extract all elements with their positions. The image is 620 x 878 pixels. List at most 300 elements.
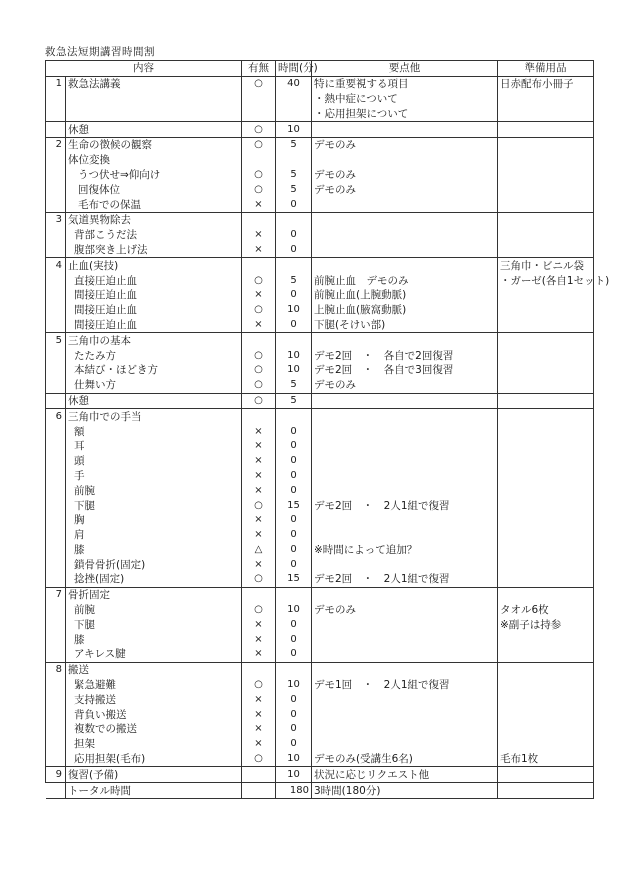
table-row — [46, 439, 594, 454]
total-notes: 3時間(180分) — [312, 783, 498, 799]
row-content: 気道異物除去 — [66, 212, 242, 227]
table-row — [46, 662, 594, 677]
row-availability: × — [242, 528, 276, 543]
row-number: 7 — [46, 587, 66, 602]
row-content: 鎖骨骨折(固定) — [66, 557, 242, 572]
table-row — [46, 707, 594, 722]
row-notes: 下腿(そけい部) — [312, 318, 498, 333]
row-minutes — [276, 106, 312, 121]
row-notes — [312, 454, 498, 469]
header-notes: 要点他 — [312, 61, 498, 77]
schedule-table — [45, 60, 610, 799]
row-availability: ○ — [242, 378, 276, 393]
table-row — [46, 122, 594, 138]
row-minutes: 0 — [276, 228, 312, 243]
row-content: 下腿 — [66, 498, 242, 513]
row-content: 緊急避難 — [66, 678, 242, 693]
row-supplies — [498, 528, 594, 543]
row-supplies — [498, 378, 594, 393]
row-availability — [242, 153, 276, 168]
row-availability: × — [242, 707, 276, 722]
row-availability: ○ — [242, 572, 276, 587]
row-supplies — [498, 767, 594, 783]
row-availability: × — [242, 722, 276, 737]
row-notes — [312, 632, 498, 647]
row-supplies — [498, 153, 594, 168]
row-content: 胸 — [66, 513, 242, 528]
row-notes — [312, 439, 498, 454]
row-notes — [312, 513, 498, 528]
row-minutes: 0 — [276, 197, 312, 212]
table-row — [46, 632, 594, 647]
row-availability — [242, 258, 276, 273]
row-supplies — [498, 228, 594, 243]
table-row — [46, 258, 594, 273]
row-supplies — [498, 513, 594, 528]
row-content: 三角巾の基本 — [66, 333, 242, 348]
table-row — [46, 557, 594, 572]
table-row — [46, 333, 594, 348]
table-row — [46, 92, 594, 107]
row-notes — [312, 212, 498, 227]
row-availability — [242, 409, 276, 424]
row-availability: × — [242, 557, 276, 572]
row-minutes — [276, 409, 312, 424]
row-supplies: 毛布1枚 — [498, 752, 594, 767]
row-notes — [312, 393, 498, 409]
document-title: 救急法短期講習時間割 — [45, 46, 155, 58]
row-number — [46, 572, 66, 587]
row-minutes: 5 — [276, 182, 312, 197]
row-notes: デモのみ — [312, 137, 498, 152]
row-supplies: ・ガーゼ(各自1セット) — [498, 273, 594, 288]
row-minutes — [276, 333, 312, 348]
row-content: 復習(予備) — [66, 767, 242, 783]
row-minutes: 0 — [276, 288, 312, 303]
row-number — [46, 603, 66, 618]
table-row — [46, 767, 594, 783]
header-minutes: 時間(分) — [276, 61, 312, 77]
table-row — [46, 572, 594, 587]
row-number — [46, 528, 66, 543]
row-notes — [312, 258, 498, 273]
row-supplies — [498, 678, 594, 693]
row-content: 間接圧迫止血 — [66, 288, 242, 303]
row-supplies — [498, 137, 594, 152]
row-number — [46, 318, 66, 333]
table-row — [46, 363, 594, 378]
row-notes — [312, 528, 498, 543]
row-number — [46, 632, 66, 647]
row-availability: × — [242, 513, 276, 528]
row-number — [46, 439, 66, 454]
row-minutes: 0 — [276, 439, 312, 454]
row-supplies — [498, 318, 594, 333]
row-supplies — [498, 348, 594, 363]
row-number: 2 — [46, 137, 66, 152]
row-content: アキレス腱 — [66, 647, 242, 662]
row-content: 搬送 — [66, 662, 242, 677]
row-supplies — [498, 647, 594, 662]
row-content: 手 — [66, 469, 242, 484]
total-minutes: 180 — [276, 783, 312, 799]
row-notes — [312, 122, 498, 138]
row-content: うつ伏せ⇒仰向け — [66, 168, 242, 183]
row-supplies — [498, 333, 594, 348]
row-number — [46, 378, 66, 393]
row-minutes: 0 — [276, 707, 312, 722]
row-number — [46, 153, 66, 168]
row-number — [46, 243, 66, 258]
row-notes — [312, 469, 498, 484]
row-supplies — [498, 288, 594, 303]
table-row — [46, 197, 594, 212]
row-availability: × — [242, 197, 276, 212]
row-availability — [242, 767, 276, 783]
total-row — [46, 783, 594, 799]
row-supplies — [498, 393, 594, 409]
row-number: 3 — [46, 212, 66, 227]
row-supplies — [498, 587, 594, 602]
row-supplies — [498, 572, 594, 587]
row-content: 額 — [66, 424, 242, 439]
row-supplies — [498, 168, 594, 183]
table-row — [46, 678, 594, 693]
table-row — [46, 153, 594, 168]
row-number: 4 — [46, 258, 66, 273]
table-row — [46, 483, 594, 498]
table-row — [46, 603, 594, 618]
header-supplies: 準備用品 — [498, 61, 594, 77]
row-supplies — [498, 737, 594, 752]
row-supplies — [498, 662, 594, 677]
row-availability — [242, 662, 276, 677]
table-row — [46, 137, 594, 152]
row-availability: × — [242, 692, 276, 707]
row-content: 直接圧迫止血 — [66, 273, 242, 288]
row-number — [46, 182, 66, 197]
row-minutes: 5 — [276, 393, 312, 409]
row-number — [46, 348, 66, 363]
row-notes: ・応用担架について — [312, 106, 498, 121]
row-availability: ○ — [242, 137, 276, 152]
row-minutes: 5 — [276, 137, 312, 152]
table-row — [46, 228, 594, 243]
row-availability: × — [242, 228, 276, 243]
row-availability: × — [242, 454, 276, 469]
row-number — [46, 617, 66, 632]
row-number — [46, 393, 66, 409]
row-content: 下腿 — [66, 617, 242, 632]
row-content: 背部こうだ法 — [66, 228, 242, 243]
row-notes — [312, 409, 498, 424]
row-availability: ○ — [242, 303, 276, 318]
row-minutes: 0 — [276, 528, 312, 543]
row-minutes: 0 — [276, 737, 312, 752]
row-notes — [312, 153, 498, 168]
row-number — [46, 288, 66, 303]
row-notes: デモのみ — [312, 182, 498, 197]
row-availability: × — [242, 737, 276, 752]
row-notes: デモ2回 ・ 各自で3回復習 — [312, 363, 498, 378]
table-row — [46, 348, 594, 363]
table-row — [46, 318, 594, 333]
total-number-cell — [46, 783, 66, 799]
row-content: 肩 — [66, 528, 242, 543]
header-availability: 有無 — [242, 61, 276, 77]
row-number: 1 — [46, 76, 66, 91]
row-minutes: 0 — [276, 424, 312, 439]
row-content: 頭 — [66, 454, 242, 469]
row-number: 9 — [46, 767, 66, 783]
row-minutes: 10 — [276, 678, 312, 693]
row-number — [46, 228, 66, 243]
row-supplies — [498, 498, 594, 513]
row-availability — [242, 106, 276, 121]
row-number — [46, 122, 66, 138]
row-number — [46, 197, 66, 212]
row-notes — [312, 483, 498, 498]
row-minutes: 0 — [276, 632, 312, 647]
row-notes — [312, 424, 498, 439]
row-notes — [312, 617, 498, 632]
row-supplies: ※副子は持参 — [498, 617, 594, 632]
row-availability: × — [242, 617, 276, 632]
row-notes: 上腕止血(腋窩動脈) — [312, 303, 498, 318]
row-supplies — [498, 439, 594, 454]
row-availability: × — [242, 632, 276, 647]
row-minutes: 0 — [276, 557, 312, 572]
row-content: 捻挫(固定) — [66, 572, 242, 587]
row-supplies — [498, 722, 594, 737]
row-number — [46, 737, 66, 752]
row-supplies — [498, 106, 594, 121]
row-content: 骨折固定 — [66, 587, 242, 602]
row-minutes: 0 — [276, 617, 312, 632]
row-notes — [312, 557, 498, 572]
row-minutes: 40 — [276, 76, 312, 91]
row-minutes: 0 — [276, 243, 312, 258]
row-notes: デモのみ(受講生6名) — [312, 752, 498, 767]
total-availability-cell — [242, 783, 276, 799]
row-supplies — [498, 122, 594, 138]
row-availability: × — [242, 288, 276, 303]
row-minutes: 0 — [276, 513, 312, 528]
row-minutes: 0 — [276, 318, 312, 333]
row-availability: × — [242, 469, 276, 484]
row-content: 支持搬送 — [66, 692, 242, 707]
row-notes — [312, 737, 498, 752]
row-notes: ※時間によって追加？ — [312, 543, 498, 558]
row-minutes: 0 — [276, 454, 312, 469]
row-number — [46, 513, 66, 528]
table-row — [46, 752, 594, 767]
row-minutes — [276, 92, 312, 107]
table-row — [46, 528, 594, 543]
row-content: 前腕 — [66, 483, 242, 498]
row-number — [46, 557, 66, 572]
table-row — [46, 587, 594, 602]
table-row — [46, 409, 594, 424]
row-minutes: 5 — [276, 168, 312, 183]
row-content: 止血(実技) — [66, 258, 242, 273]
row-availability: ○ — [242, 752, 276, 767]
row-minutes: 0 — [276, 483, 312, 498]
row-notes: 前腕止血 デモのみ — [312, 273, 498, 288]
row-minutes: 10 — [276, 348, 312, 363]
row-minutes — [276, 153, 312, 168]
row-availability: ○ — [242, 363, 276, 378]
row-number: 8 — [46, 662, 66, 677]
table-row — [46, 737, 594, 752]
table-header-row — [46, 61, 594, 77]
total-supplies-cell — [498, 783, 594, 799]
row-supplies — [498, 212, 594, 227]
row-supplies — [498, 243, 594, 258]
row-number — [46, 303, 66, 318]
row-content: たたみ方 — [66, 348, 242, 363]
row-supplies — [498, 632, 594, 647]
table-row — [46, 168, 594, 183]
row-availability — [242, 587, 276, 602]
row-content: 複数での搬送 — [66, 722, 242, 737]
row-notes — [312, 707, 498, 722]
row-notes: デモのみ — [312, 168, 498, 183]
row-notes — [312, 692, 498, 707]
row-number — [46, 483, 66, 498]
table-row — [46, 498, 594, 513]
row-notes — [312, 722, 498, 737]
row-notes: デモのみ — [312, 378, 498, 393]
row-minutes: 0 — [276, 543, 312, 558]
row-notes — [312, 333, 498, 348]
row-content: 回復体位 — [66, 182, 242, 197]
row-notes — [312, 587, 498, 602]
row-minutes: 0 — [276, 647, 312, 662]
row-notes: デモ1回 ・ 2人1組で復習 — [312, 678, 498, 693]
row-number — [46, 752, 66, 767]
table-row — [46, 393, 594, 409]
row-availability: ○ — [242, 168, 276, 183]
row-supplies — [498, 483, 594, 498]
row-number — [46, 273, 66, 288]
row-notes: デモのみ — [312, 603, 498, 618]
row-content: 救急法講義 — [66, 76, 242, 91]
table-row — [46, 106, 594, 121]
row-supplies: タオル6枚 — [498, 603, 594, 618]
total-label: トータル時間 — [66, 783, 242, 799]
row-minutes: 10 — [276, 122, 312, 138]
row-content: 膝 — [66, 543, 242, 558]
row-notes: 前腕止血(上腕動脈) — [312, 288, 498, 303]
row-content: 応用担架(毛布) — [66, 752, 242, 767]
row-number — [46, 168, 66, 183]
row-supplies — [498, 409, 594, 424]
table-row — [46, 424, 594, 439]
row-supplies — [498, 454, 594, 469]
row-number — [46, 543, 66, 558]
table-row — [46, 378, 594, 393]
row-content: 担架 — [66, 737, 242, 752]
row-notes: デモ2回 ・ 各自で2回復習 — [312, 348, 498, 363]
table-row — [46, 469, 594, 484]
row-content: 三角巾での手当 — [66, 409, 242, 424]
row-availability: × — [242, 424, 276, 439]
row-supplies — [498, 363, 594, 378]
row-number: 5 — [46, 333, 66, 348]
row-availability: ○ — [242, 393, 276, 409]
row-content: 仕舞い方 — [66, 378, 242, 393]
table-row — [46, 722, 594, 737]
row-availability: ○ — [242, 603, 276, 618]
table-row — [46, 513, 594, 528]
row-supplies — [498, 92, 594, 107]
table-row — [46, 543, 594, 558]
row-availability: ○ — [242, 182, 276, 197]
row-availability: ○ — [242, 76, 276, 91]
row-number — [46, 707, 66, 722]
row-content: 耳 — [66, 439, 242, 454]
row-number — [46, 92, 66, 107]
row-minutes: 10 — [276, 767, 312, 783]
table-row — [46, 454, 594, 469]
row-notes: 状況に応じリクエスト他 — [312, 767, 498, 783]
row-notes: デモ2回 ・ 2人1組で復習 — [312, 498, 498, 513]
row-content: 休憩 — [66, 393, 242, 409]
row-content: 毛布での保温 — [66, 197, 242, 212]
row-minutes — [276, 587, 312, 602]
row-notes — [312, 647, 498, 662]
row-notes — [312, 243, 498, 258]
row-minutes: 0 — [276, 692, 312, 707]
row-number — [46, 106, 66, 121]
row-content: 間接圧迫止血 — [66, 318, 242, 333]
table-row — [46, 647, 594, 662]
row-availability — [242, 92, 276, 107]
table-row — [46, 273, 594, 288]
row-number — [46, 363, 66, 378]
row-minutes — [276, 662, 312, 677]
row-notes: ・熱中症について — [312, 92, 498, 107]
row-availability: △ — [242, 543, 276, 558]
row-content: 休憩 — [66, 122, 242, 138]
row-availability: × — [242, 439, 276, 454]
table-row — [46, 288, 594, 303]
row-content: 生命の徴候の観察 — [66, 137, 242, 152]
row-minutes: 10 — [276, 363, 312, 378]
table-row — [46, 243, 594, 258]
row-number — [46, 647, 66, 662]
row-availability: × — [242, 243, 276, 258]
row-minutes: 0 — [276, 722, 312, 737]
row-minutes — [276, 212, 312, 227]
row-availability: ○ — [242, 122, 276, 138]
row-content: 腹部突き上げ法 — [66, 243, 242, 258]
row-availability — [242, 333, 276, 348]
row-supplies — [498, 424, 594, 439]
table-row — [46, 303, 594, 318]
row-availability: × — [242, 483, 276, 498]
row-content: 膝 — [66, 632, 242, 647]
row-minutes: 10 — [276, 603, 312, 618]
row-notes — [312, 662, 498, 677]
row-minutes: 5 — [276, 378, 312, 393]
row-minutes: 15 — [276, 498, 312, 513]
row-number — [46, 469, 66, 484]
table-row — [46, 182, 594, 197]
row-availability: ○ — [242, 678, 276, 693]
row-supplies — [498, 692, 594, 707]
